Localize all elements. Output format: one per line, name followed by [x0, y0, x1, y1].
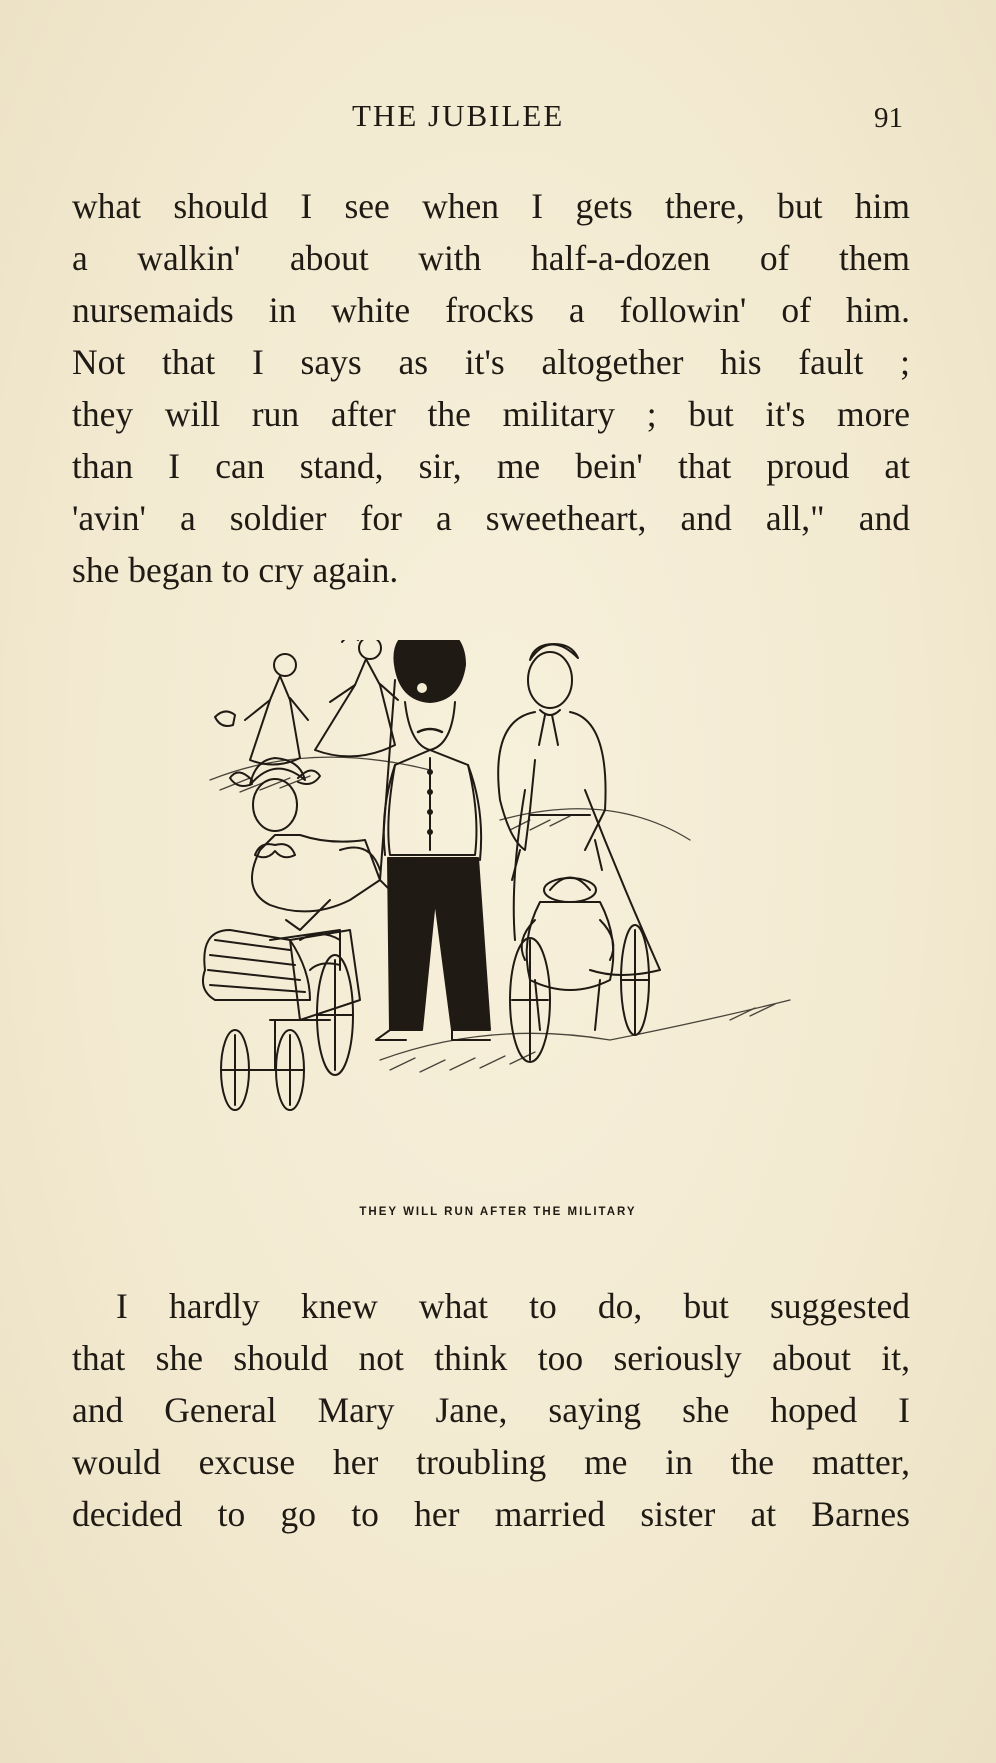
page-number: 91	[874, 102, 903, 134]
text-line: that she should not think too seriously about it,	[72, 1338, 910, 1378]
guardsman-soldier	[376, 640, 490, 1040]
text-line: I hardly knew what to do, but suggested	[116, 1286, 910, 1326]
text-line: would excuse her troubling me in the matter,	[72, 1442, 910, 1482]
running-nursemaid-left	[215, 654, 308, 765]
text-line: what should I see when I gets there, but him	[72, 186, 910, 226]
text-line: she began to cry again.	[72, 550, 399, 590]
text-line: they will run after the military ; but it's more	[72, 394, 910, 434]
text-line: than I can stand, sir, me bein' that proud at	[72, 446, 910, 486]
pram	[203, 930, 360, 1110]
illustration-soldier-and-nursemaids	[190, 640, 810, 1200]
paragraph-2	[72, 1280, 910, 1540]
text-line: decided to go to her married sister at Barnes	[72, 1494, 910, 1534]
nursemaid-with-pushchair	[510, 878, 649, 1063]
running-head-title: THE JUBILEE	[352, 98, 565, 133]
text-line: Not that I says as it's altogether his fault ;	[72, 342, 910, 382]
running-nursemaid-right	[315, 640, 398, 756]
paragraph-1	[72, 180, 910, 596]
illustration-caption: THEY WILL RUN AFTER THE MILITARY	[359, 1206, 637, 1218]
running-head	[0, 98, 996, 138]
nursemaid-with-pram	[230, 758, 380, 930]
text-line: 'avin' a soldier for a sweetheart, and all," and	[72, 498, 910, 538]
text-line: nursemaids in white frocks a followin' of him.	[72, 290, 910, 330]
text-line: and General Mary Jane, saying she hoped I	[72, 1390, 910, 1430]
text-line: a walkin' about with half-a-dozen of them	[72, 238, 910, 278]
